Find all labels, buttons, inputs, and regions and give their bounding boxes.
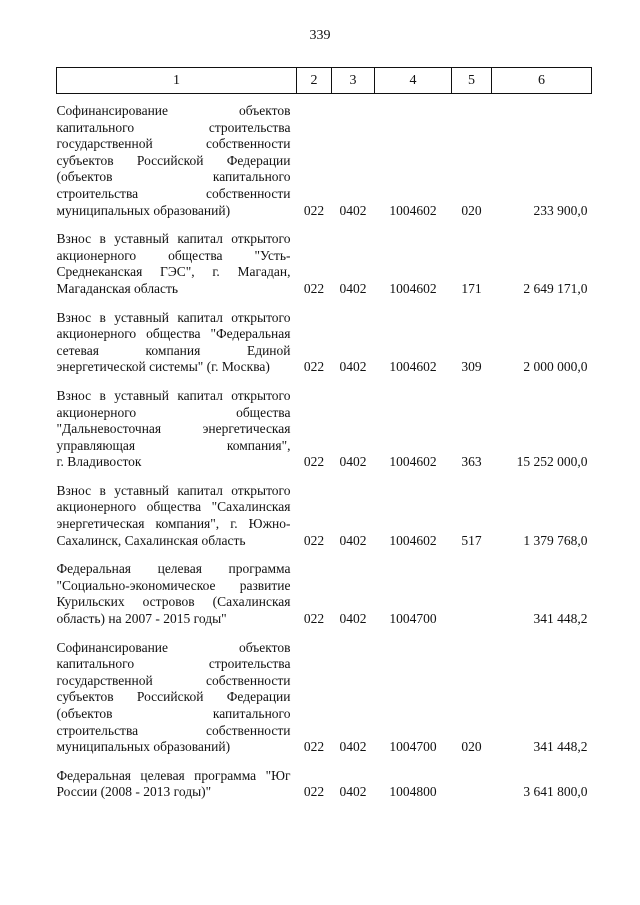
- section-code: 0402: [339, 739, 367, 755]
- row-description: [57, 310, 297, 388]
- table-row: [57, 231, 592, 309]
- description-line: капитального строительства: [56, 656, 291, 672]
- description-line: Сахалинск, Сахалинская область: [56, 532, 246, 548]
- description-line: Взнос в уставный капитал открытого: [56, 482, 291, 498]
- budget-table: [56, 67, 592, 813]
- description-line: энергетическая компания", г. Южно-: [56, 516, 291, 532]
- table-row: [57, 561, 592, 639]
- row-description: [57, 640, 297, 768]
- description-line: акционерного общества "Федеральная: [56, 326, 291, 342]
- table-row: [57, 768, 592, 813]
- expense-type-code: 020: [461, 739, 482, 755]
- description-line: муниципальных образований): [56, 739, 231, 755]
- description-line: Федеральная целевая программа: [56, 561, 291, 577]
- row-description: [57, 483, 297, 561]
- description-line: акционерного общества "Усть-: [56, 247, 291, 263]
- table-row: [57, 310, 592, 388]
- amount-value: 341 448,2: [533, 739, 588, 755]
- amount-value: 2 000 000,0: [523, 359, 588, 375]
- section-code: 0402: [339, 611, 367, 627]
- header-col-1: 1: [57, 68, 297, 94]
- expense-type-code: [452, 561, 492, 639]
- description-line: Магаданская область: [56, 280, 179, 296]
- table-body: [57, 94, 592, 813]
- section-code: 0402: [339, 359, 367, 375]
- description-line: г. Владивосток: [56, 454, 142, 470]
- target-article-code: 1004700: [389, 739, 437, 755]
- header-col-5: 5: [452, 68, 492, 94]
- description-line: строительства собственности: [56, 722, 291, 738]
- description-line: муниципальных образований): [56, 202, 231, 218]
- header-col-6: 6: [492, 68, 592, 94]
- amount-value: 1 379 768,0: [523, 532, 588, 548]
- description-line: Взнос в уставный капитал открытого: [56, 309, 291, 325]
- table-row: [57, 640, 592, 768]
- description-line: (объектов капитального: [56, 169, 291, 185]
- section-code: 0402: [339, 454, 367, 470]
- ministry-code: 022: [303, 611, 325, 627]
- header-col-4: 4: [375, 68, 452, 94]
- expense-type-code: 171: [461, 280, 482, 296]
- row-description: [57, 388, 297, 483]
- description-line: строительства собственности: [56, 185, 291, 201]
- description-line: энергетической системы" (г. Москва): [56, 359, 270, 375]
- ministry-code: 022: [303, 739, 325, 755]
- ministry-code: 022: [303, 532, 325, 548]
- row-description: [57, 231, 297, 309]
- amount-value: 2 649 171,0: [523, 280, 588, 296]
- description-line: субъектов Российской Федерации: [56, 152, 291, 168]
- description-line: "Социально-экономическое развитие: [56, 577, 291, 593]
- amount-value: 3 641 800,0: [523, 784, 588, 800]
- ministry-code: 022: [303, 280, 325, 296]
- description-line: России (2008 - 2013 годы)": [56, 784, 212, 800]
- description-line: капитального строительства: [56, 119, 291, 135]
- description-line: управляющая компания",: [56, 437, 291, 453]
- table-header-row: [57, 68, 592, 94]
- ministry-code: 022: [303, 202, 325, 218]
- header-col-2: 2: [297, 68, 332, 94]
- description-line: Взнос в уставный капитал открытого: [56, 231, 291, 247]
- row-description: [57, 768, 297, 813]
- amount-value: 341 448,2: [533, 611, 588, 627]
- target-article-code: 1004602: [389, 202, 437, 218]
- target-article-code: 1004602: [389, 454, 437, 470]
- amount-value: 233 900,0: [533, 202, 588, 218]
- description-line: сетевая компания Единой: [56, 342, 291, 358]
- row-description: [57, 561, 297, 639]
- row-description: [57, 94, 297, 232]
- description-line: акционерного общества: [56, 404, 291, 420]
- description-line: "Дальневосточная энергетическая: [56, 421, 291, 437]
- section-code: 0402: [339, 784, 367, 800]
- ministry-code: 022: [303, 359, 325, 375]
- expense-type-code: 309: [461, 359, 482, 375]
- description-line: субъектов Российской Федерации: [56, 689, 291, 705]
- amount-value: 15 252 000,0: [516, 454, 588, 470]
- section-code: 0402: [339, 532, 367, 548]
- description-line: Федеральная целевая программа "Юг: [56, 767, 291, 783]
- target-article-code: 1004700: [389, 611, 437, 627]
- description-line: Софинансирование объектов: [56, 103, 291, 118]
- expense-type-code: 363: [461, 454, 482, 470]
- section-code: 0402: [339, 280, 367, 296]
- description-line: Среднеканская ГЭС", г. Магадан,: [56, 264, 291, 280]
- target-article-code: 1004602: [389, 532, 437, 548]
- expense-type-code: 020: [461, 202, 482, 218]
- description-line: государственной собственности: [56, 136, 291, 152]
- description-line: государственной собственности: [56, 672, 291, 688]
- expense-type-code: [452, 768, 492, 813]
- description-line: Курильских островов (Сахалинская: [56, 594, 291, 610]
- expense-type-code: 517: [461, 532, 482, 548]
- table-row: [57, 94, 592, 232]
- ministry-code: 022: [303, 454, 325, 470]
- header-col-3: 3: [332, 68, 375, 94]
- ministry-code: 022: [303, 784, 325, 800]
- target-article-code: 1004602: [389, 280, 437, 296]
- table-row: [57, 388, 592, 483]
- description-line: акционерного общества "Сахалинская: [56, 499, 291, 515]
- description-line: область) на 2007 - 2015 годы": [56, 611, 227, 627]
- target-article-code: 1004800: [389, 784, 437, 800]
- description-line: Взнос в уставный капитал открытого: [56, 387, 291, 403]
- description-line: Софинансирование объектов: [56, 639, 291, 655]
- table-row: [57, 483, 592, 561]
- description-line: (объектов капитального: [56, 706, 291, 721]
- target-article-code: 1004602: [389, 359, 437, 375]
- page-number: 339: [309, 28, 331, 43]
- section-code: 0402: [339, 202, 367, 218]
